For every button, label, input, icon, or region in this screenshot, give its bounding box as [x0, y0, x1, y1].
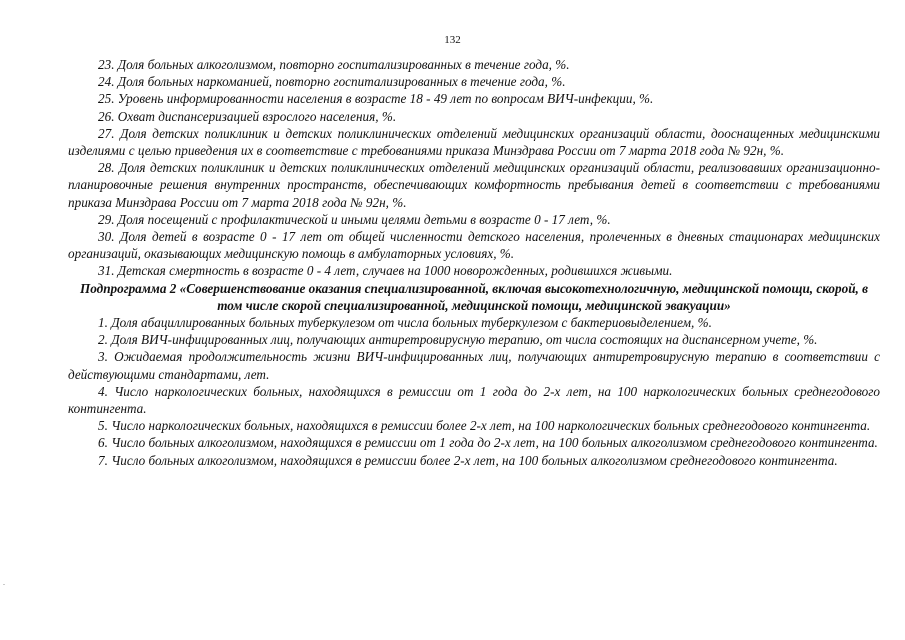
list-item-23: 23. Доля больных алкоголизмом, повторно госпитализированных в течение года, %. [98, 57, 570, 72]
list-item-4: 4. Число наркологических больных, находящихся в ремиссии от 1 года до 2-х лет, на 100 наркологических больных среднегодового контингента. [68, 383, 880, 417]
list-item-29: 29. Доля посещений с профилактической и иными целями детьми в возрасте 0 - 17 лет, %. [98, 211, 611, 227]
list-item-5: 5. Число наркологических больных, находящихся в ремиссии более 2-х лет, на 100 наркологических больных среднегодового контингента. [98, 418, 871, 434]
list-item-25: 25. Уровень информированности населения в возрасте 18 - 49 лет по вопросам ВИЧ-инфекции, %. [98, 91, 654, 107]
list-item-2: 2. Доля ВИЧ-инфицированных лиц, получающих антиретровирусную терапию, от числа состоящих на диспансерном учете, %. [98, 332, 818, 348]
document-body [68, 56, 880, 469]
list-item-7: 7. Число больных алкоголизмом, находящихся в ремиссии более 2-х лет, на 100 больных алкоголизмом среднегодового контингента. [98, 452, 838, 468]
page-number: 132 [444, 34, 461, 46]
list-item-3: 3. Ожидаемая продолжительность жизни ВИЧ-инфицированных лиц, получающих антиретровирусную терапию в соответствии с действующими стандартами, лет. [68, 349, 880, 382]
list-item-6: 6. Число больных алкоголизмом, находящихся в ремиссии от 1 года до 2-х лет, на 100 больных алкоголизмом среднегодового контингента. [98, 435, 878, 451]
list-item-28: 28. Доля детских поликлиник и детских поликлинических отделений медицинских организаций области, реализовавших организационно-планировочные решения внутренних пространств, обеспечивающих комфортность пребывания детей в соответствии с требованиями приказа Минздрава России от 7 марта 2018 года № 92н, %. [68, 160, 880, 210]
scan-mark: . [3, 578, 5, 587]
list-item-27: 27. Доля детских поликлиник и детских поликлинических отделений медицинских организаций области, дооснащенных медицинскими изделиями с целью приведения их в соответствие с требованиями приказа Минздрава России от 7 марта 2018 года № 92н, %. [68, 125, 880, 159]
list-item-26: 26. Охват диспансеризацией взрослого населения, %. [98, 108, 397, 124]
subprogram-heading: Подпрограмма 2 «Совершенствование оказания специализированной, включая высокотехнологичную, медицинской помощи, скорой, в том числе скорой специализированной, медицинской помощи, медицинской эвакуации» [79, 280, 869, 313]
list-item-31: 31. Детская смертность в возрасте 0 - 4 лет, случаев на 1000 новорожденных, родившихся живыми. [98, 263, 673, 279]
list-item-24: 24. Доля больных наркоманией, повторно госпитализированных в течение года, %. [98, 74, 566, 90]
list-item-30: 30. Доля детей в возрасте 0 - 17 лет от общей численности детского населения, пролеченных в дневных стационарах медицинских организаций, оказывающих медицинскую помощь в амбулаторных условиях, %. [68, 229, 880, 262]
list-item-1: 1. Доля абациллированных больных туберкулезом от числа больных туберкулезом с бактериовыделением, %. [98, 315, 712, 331]
